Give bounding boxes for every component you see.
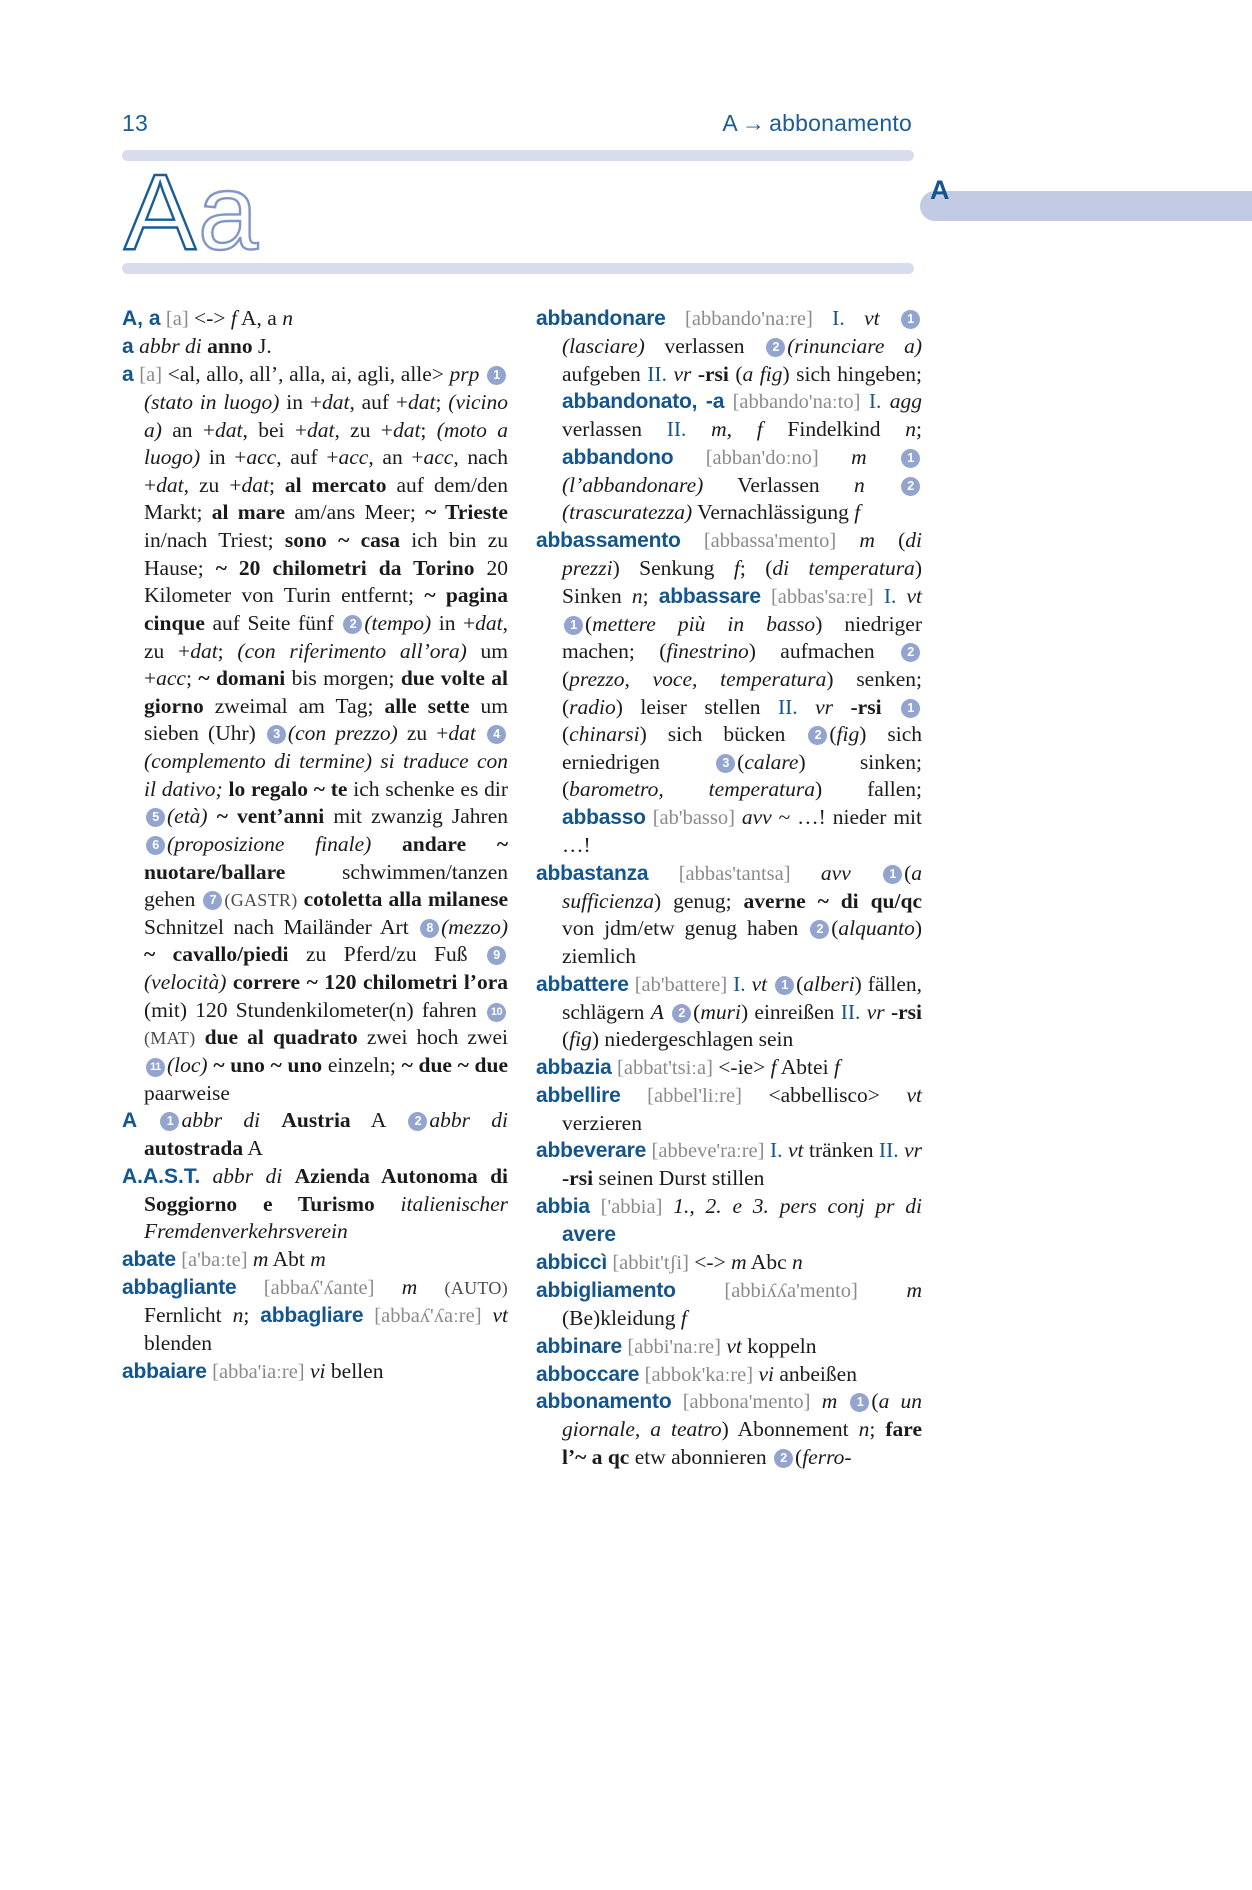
section-letter-lower: a [198,151,261,272]
entry-a-preposition: a [a] <al, allo, all’, alla, ai, agli, alle> prp 1(stato in luogo) in +dat, auf +dat; (vicino a) an +dat, bei +dat, zu +dat; (moto a luogo) in +acc, auf +acc, an +acc, nach +dat, zu +dat; al mercato auf dem/den Markt; al mare am/ans Meer; ~ Trieste in/nach Triest; sono ~ casa ich bin zu Hause; ~ 20 chilometri da Torino 20 Kilometer von Turin entfernt; ~ pagina cinque auf Seite fünf 2 (tempo) in +dat, zu +dat; (con riferimento all’ora) um +acc; ~ domani bis morgen; due volte al giorno zweimal am Tag; alle sette um sieben (Uhr) 3 (con prezzo) zu +dat 4(complemento di termine) si traduce con il dativo; lo regalo ~ te ich schenke es dir 5 (età) ~ vent’anni mit zwanzig Jahren 6 (proposizione finale) andare ~ nuotare/ballare schwimmen/tanzen gehen 7 (GASTR) cotoletta alla milanese Schnitzel nach Mailänder Art 8 (mezzo) ~ cavallo/piedi zu Pferd/zu Fuß 9(velocità) correre ~ 120 chilometri l’ora (mit) 120 Stundenkilometer(n) fahren 10(MAT) due al quadrato zwei hoch zwei 11 (loc) ~ uno ~ uno einzeln; ~ due ~ due paarweise [122,361,509,1105]
entry-abbattere: abbattere [ab'battere] I. vt 1 (alberi) fällen, schlägern A 2 (muri) einreißen II. vr -rsi (fig) niedergeschlagen sein [536,971,923,1052]
sense-marker: 2 [808,726,827,745]
running-head [122,110,912,137]
sense-marker: 1 [487,366,506,385]
entry-A-abbreviation: A 1 abbr di Austria A 2 abbr di autostrada A [122,1108,509,1161]
sense-marker: 2 [766,338,785,357]
sense-marker: 6 [146,836,165,855]
entry-abbandonare: abbandonare [abbando'naːre] I. vt 1(lasciare) verlassen 2 (rinunciare a) aufgeben II. vr -rsi (a fig) sich hingeben; abbandonato, -a [abbando'naːto] I. agg verlassen II. m, f Findelkind n; abbandono [abban'doːno] m 1(l’abbandonare) Verlassen n 2(trascuratezza) Vernachlässigung f [536,306,923,525]
sense-marker: 3 [716,754,735,773]
sense-marker: 2 [901,477,920,496]
sense-marker: 7 [203,891,222,910]
guide-words [722,110,912,137]
sense-marker: 10 [487,1003,506,1022]
sense-marker: 1 [901,699,920,718]
entry-abbigliamento: abbigliamento [abbiʎʎa'mento] m (Be)kleidung f [536,1277,923,1330]
entry-abbazia: abbazia [abbat'tsiːa] <-ie> f Abtei f [536,1054,840,1079]
sense-marker: 1 [901,310,920,329]
entry-abbaiare: abbaiare [abba'iaːre] vi bellen [122,1358,384,1383]
sense-marker: 9 [487,946,506,965]
sense-marker: 1 [775,976,794,995]
entry-abbinare: abbinare [abbi'naːre] vt koppeln [536,1333,817,1358]
guide-word-start: A [722,110,738,136]
entry-abboccare: abboccare [abbok'kaːre] vi anbeißen [536,1361,857,1386]
entry-AAST: A.A.S.T. abbr di Azienda Autonoma di Soggiorno e Turismo italienischer Fremdenverkehrsverein [122,1163,509,1244]
sense-marker: 2 [672,1004,691,1023]
sense-marker: 8 [420,919,439,938]
column-right [536,305,922,1472]
thumb-index-tab[interactable] [920,175,1252,221]
sense-marker: 1 [564,616,583,635]
sense-marker: 5 [146,808,165,827]
entry-abbagliante: abbagliante [abbaʎ'ʎante] m (AUTO) Fernlicht n; abbagliare [abbaʎ'ʎaːre] vt blenden [122,1275,509,1355]
entry-A-a: A, a [a] <-> f A, a n [122,306,293,330]
sense-marker: 2 [774,1449,793,1468]
sense-marker: 11 [146,1058,165,1077]
page-number: 13 [122,110,148,136]
dictionary-columns [122,305,922,1472]
guide-word-end: abbonamento [769,110,912,136]
sense-marker: 2 [901,643,920,662]
entry-abbellire: abbellire [abbel'liːre] <abbellisco> vt verzieren [536,1082,923,1135]
column-left [122,305,508,1472]
sense-marker: 1 [850,1393,869,1412]
entry-abbastanza: abbastanza [abbas'tantsa] avv 1 (a sufficienza) genug; averne ~ di qu/qc von jdm/etw genug haben 2 (alquanto) ziemlich [536,860,923,968]
entry-abbonamento: abbonamento [abbona'mento] m 1 (a un giornale, a teatro) Abonnement n; fare l’~ a qc etw abonnieren 2 (ferro- [536,1389,923,1470]
entry-abbassamento: abbassamento [abbassa'mento] m (di prezzi) Senkung f; (di temperatura) Sinken n; abbassare [abbas'saːre] I. vt 1 (mettere più in basso) niedriger machen; (finestrino) aufmachen 2(prezzo, voce, temperatura) senken; (radio) leiser stellen II. vr -rsi 1(chinarsi) sich bücken 2 (fig) sich erniedrigen 3 (calare) sinken; (barometro, temperatura) fallen; abbasso [ab'basso] avv ~ …! nieder mit …! [536,528,923,858]
section-letter-heading [124,151,261,272]
sense-marker: 2 [343,615,362,634]
entry-a-abbr: a abbr di anno J. [122,333,272,358]
entry-abbeverare: abbeverare [abbeve'raːre] I. vt tränken II. vr -rsi seinen Durst stillen [536,1138,923,1191]
sense-marker: 2 [408,1112,427,1131]
sense-marker: 4 [487,725,506,744]
sense-marker: 3 [267,725,286,744]
entry-abbicci: abbiccì [abbit'tʃi] <-> m Abc n [536,1249,803,1274]
thumb-tab-letter: A [930,175,950,205]
entry-abate: abate [a'baːte] m Abt m [122,1247,326,1272]
entry-abbia: abbia ['abbia] 1., 2. e 3. pers conj pr di avere [536,1193,923,1246]
sense-marker: 1 [160,1112,179,1131]
sense-marker: 1 [883,865,902,884]
sense-marker: 1 [901,449,920,468]
sense-marker: 2 [810,920,829,939]
arrow-icon: → [741,110,766,136]
section-letter-upper: A [124,151,199,272]
